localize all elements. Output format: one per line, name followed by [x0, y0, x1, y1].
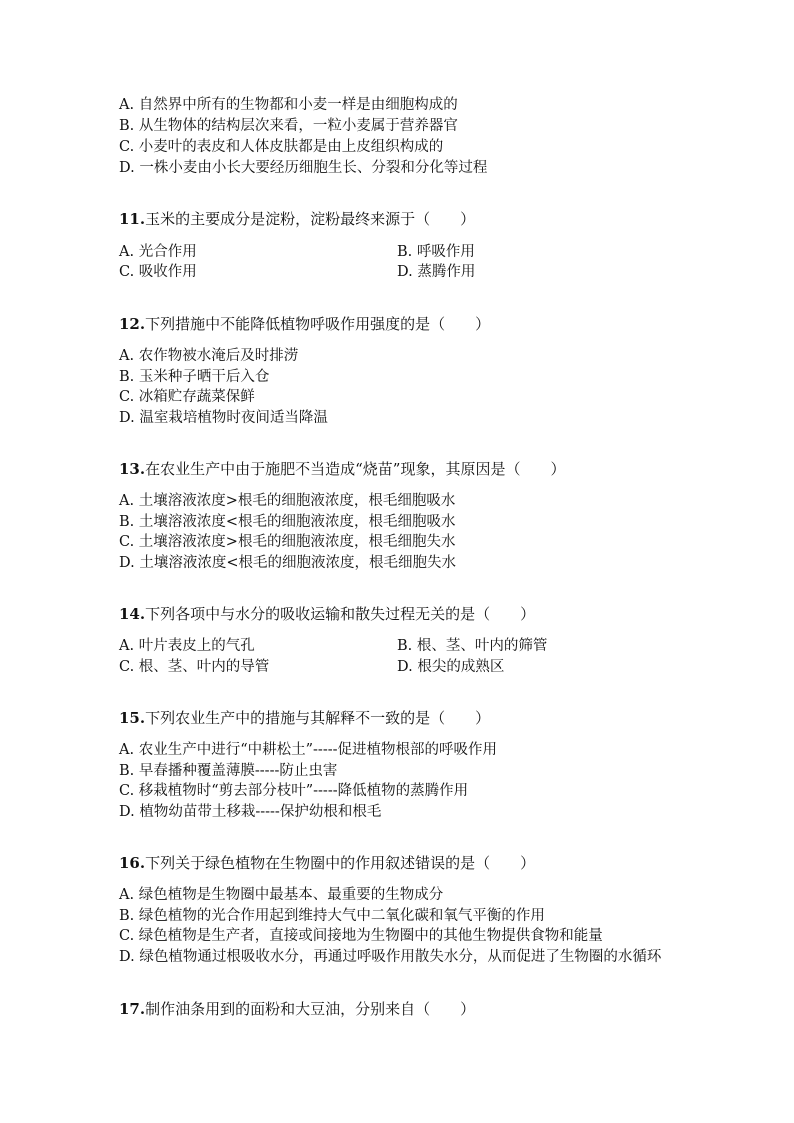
option-b: B. 根、茎、叶内的筛管 [397, 638, 548, 654]
option-a: A. 土壤溶液浓度>根毛的细胞液浓度，根毛细胞吸水 [119, 493, 456, 509]
question-11-stem: 11.玉米的主要成分是淀粉，淀粉最终来源于（ ） [119, 210, 476, 228]
question-number: 17. [119, 1000, 146, 1018]
question-number: 15. [119, 709, 146, 727]
question-number: 13. [119, 460, 146, 478]
question-number: 12. [119, 315, 146, 333]
option-c: C. 绿色植物是生产者，直接或间接地为生物圈中的其他生物提供食物和能量 [119, 928, 603, 944]
option-c: C. 冰箱贮存蔬菜保鲜 [119, 389, 255, 405]
option-a: A. 叶片表皮上的气孔 [119, 638, 255, 654]
option-b: B. 土壤溶液浓度<根毛的细胞液浓度，根毛细胞吸水 [119, 514, 456, 530]
option-b: B. 呼吸作用 [397, 244, 475, 260]
question-number: 14. [119, 605, 146, 623]
question-15-stem: 15.下列农业生产中的措施与其解释不一致的是（ ） [119, 709, 491, 727]
option-a: A. 绿色植物是生物圈中最基本、最重要的生物成分 [119, 887, 444, 903]
option-b: B. 玉米种子晒干后入仓 [119, 369, 270, 385]
option-c: C. 吸收作用 [119, 264, 197, 280]
question-14-stem: 14.下列各项中与水分的吸收运输和散失过程无关的是（ ） [119, 605, 536, 623]
question-17-stem: 17.制作油条用到的面粉和大豆油，分别来自（ ） [119, 1000, 476, 1018]
option-c: C. 根、茎、叶内的导管 [119, 659, 270, 675]
question-number: 16. [119, 854, 146, 872]
question-16-stem: 16.下列关于绿色植物在生物圈中的作用叙述错误的是（ ） [119, 854, 536, 872]
question-12-stem: 12.下列措施中不能降低植物呼吸作用强度的是（ ） [119, 315, 491, 333]
option-d: D. 植物幼苗带土移栽-----保护幼根和根毛 [119, 804, 382, 820]
option-a: A. 自然界中所有的生物都和小麦一样是由细胞构成的 [119, 97, 458, 113]
option-d: D. 绿色植物通过根吸收水分，再通过呼吸作用散失水分，从而促进了生物圈的水循环 [119, 949, 662, 965]
option-d: D. 温室栽培植物时夜间适当降温 [119, 410, 328, 426]
option-d: D. 蒸腾作用 [397, 264, 476, 280]
option-c: C. 土壤溶液浓度>根毛的细胞液浓度，根毛细胞失水 [119, 534, 456, 550]
question-number: 11. [119, 210, 146, 228]
option-b: B. 绿色植物的光合作用起到维持大气中二氧化碳和氧气平衡的作用 [119, 908, 545, 924]
option-d: D. 土壤溶液浓度<根毛的细胞液浓度，根毛细胞失水 [119, 555, 456, 571]
option-d: D. 一株小麦由小长大要经历细胞生长、分裂和分化等过程 [119, 160, 488, 176]
question-13-stem: 13.在农业生产中由于施肥不当造成“烧苗”现象，其原因是（ ） [119, 460, 566, 478]
option-a: A. 农作物被水淹后及时排涝 [119, 348, 299, 364]
option-a: A. 农业生产中进行“中耕松土”-----促进植物根部的呼吸作用 [119, 742, 498, 758]
option-a: A. 光合作用 [119, 244, 197, 260]
option-b: B. 从生物体的结构层次来看，一粒小麦属于营养器官 [119, 118, 458, 134]
option-c: C. 移栽植物时“剪去部分枝叶”-----降低植物的蒸腾作用 [119, 783, 469, 799]
option-d: D. 根尖的成熟区 [397, 659, 505, 675]
option-b: B. 早春播种覆盖薄膜-----防止虫害 [119, 763, 338, 779]
option-c: C. 小麦叶的表皮和人体皮肤都是由上皮组织构成的 [119, 139, 444, 155]
